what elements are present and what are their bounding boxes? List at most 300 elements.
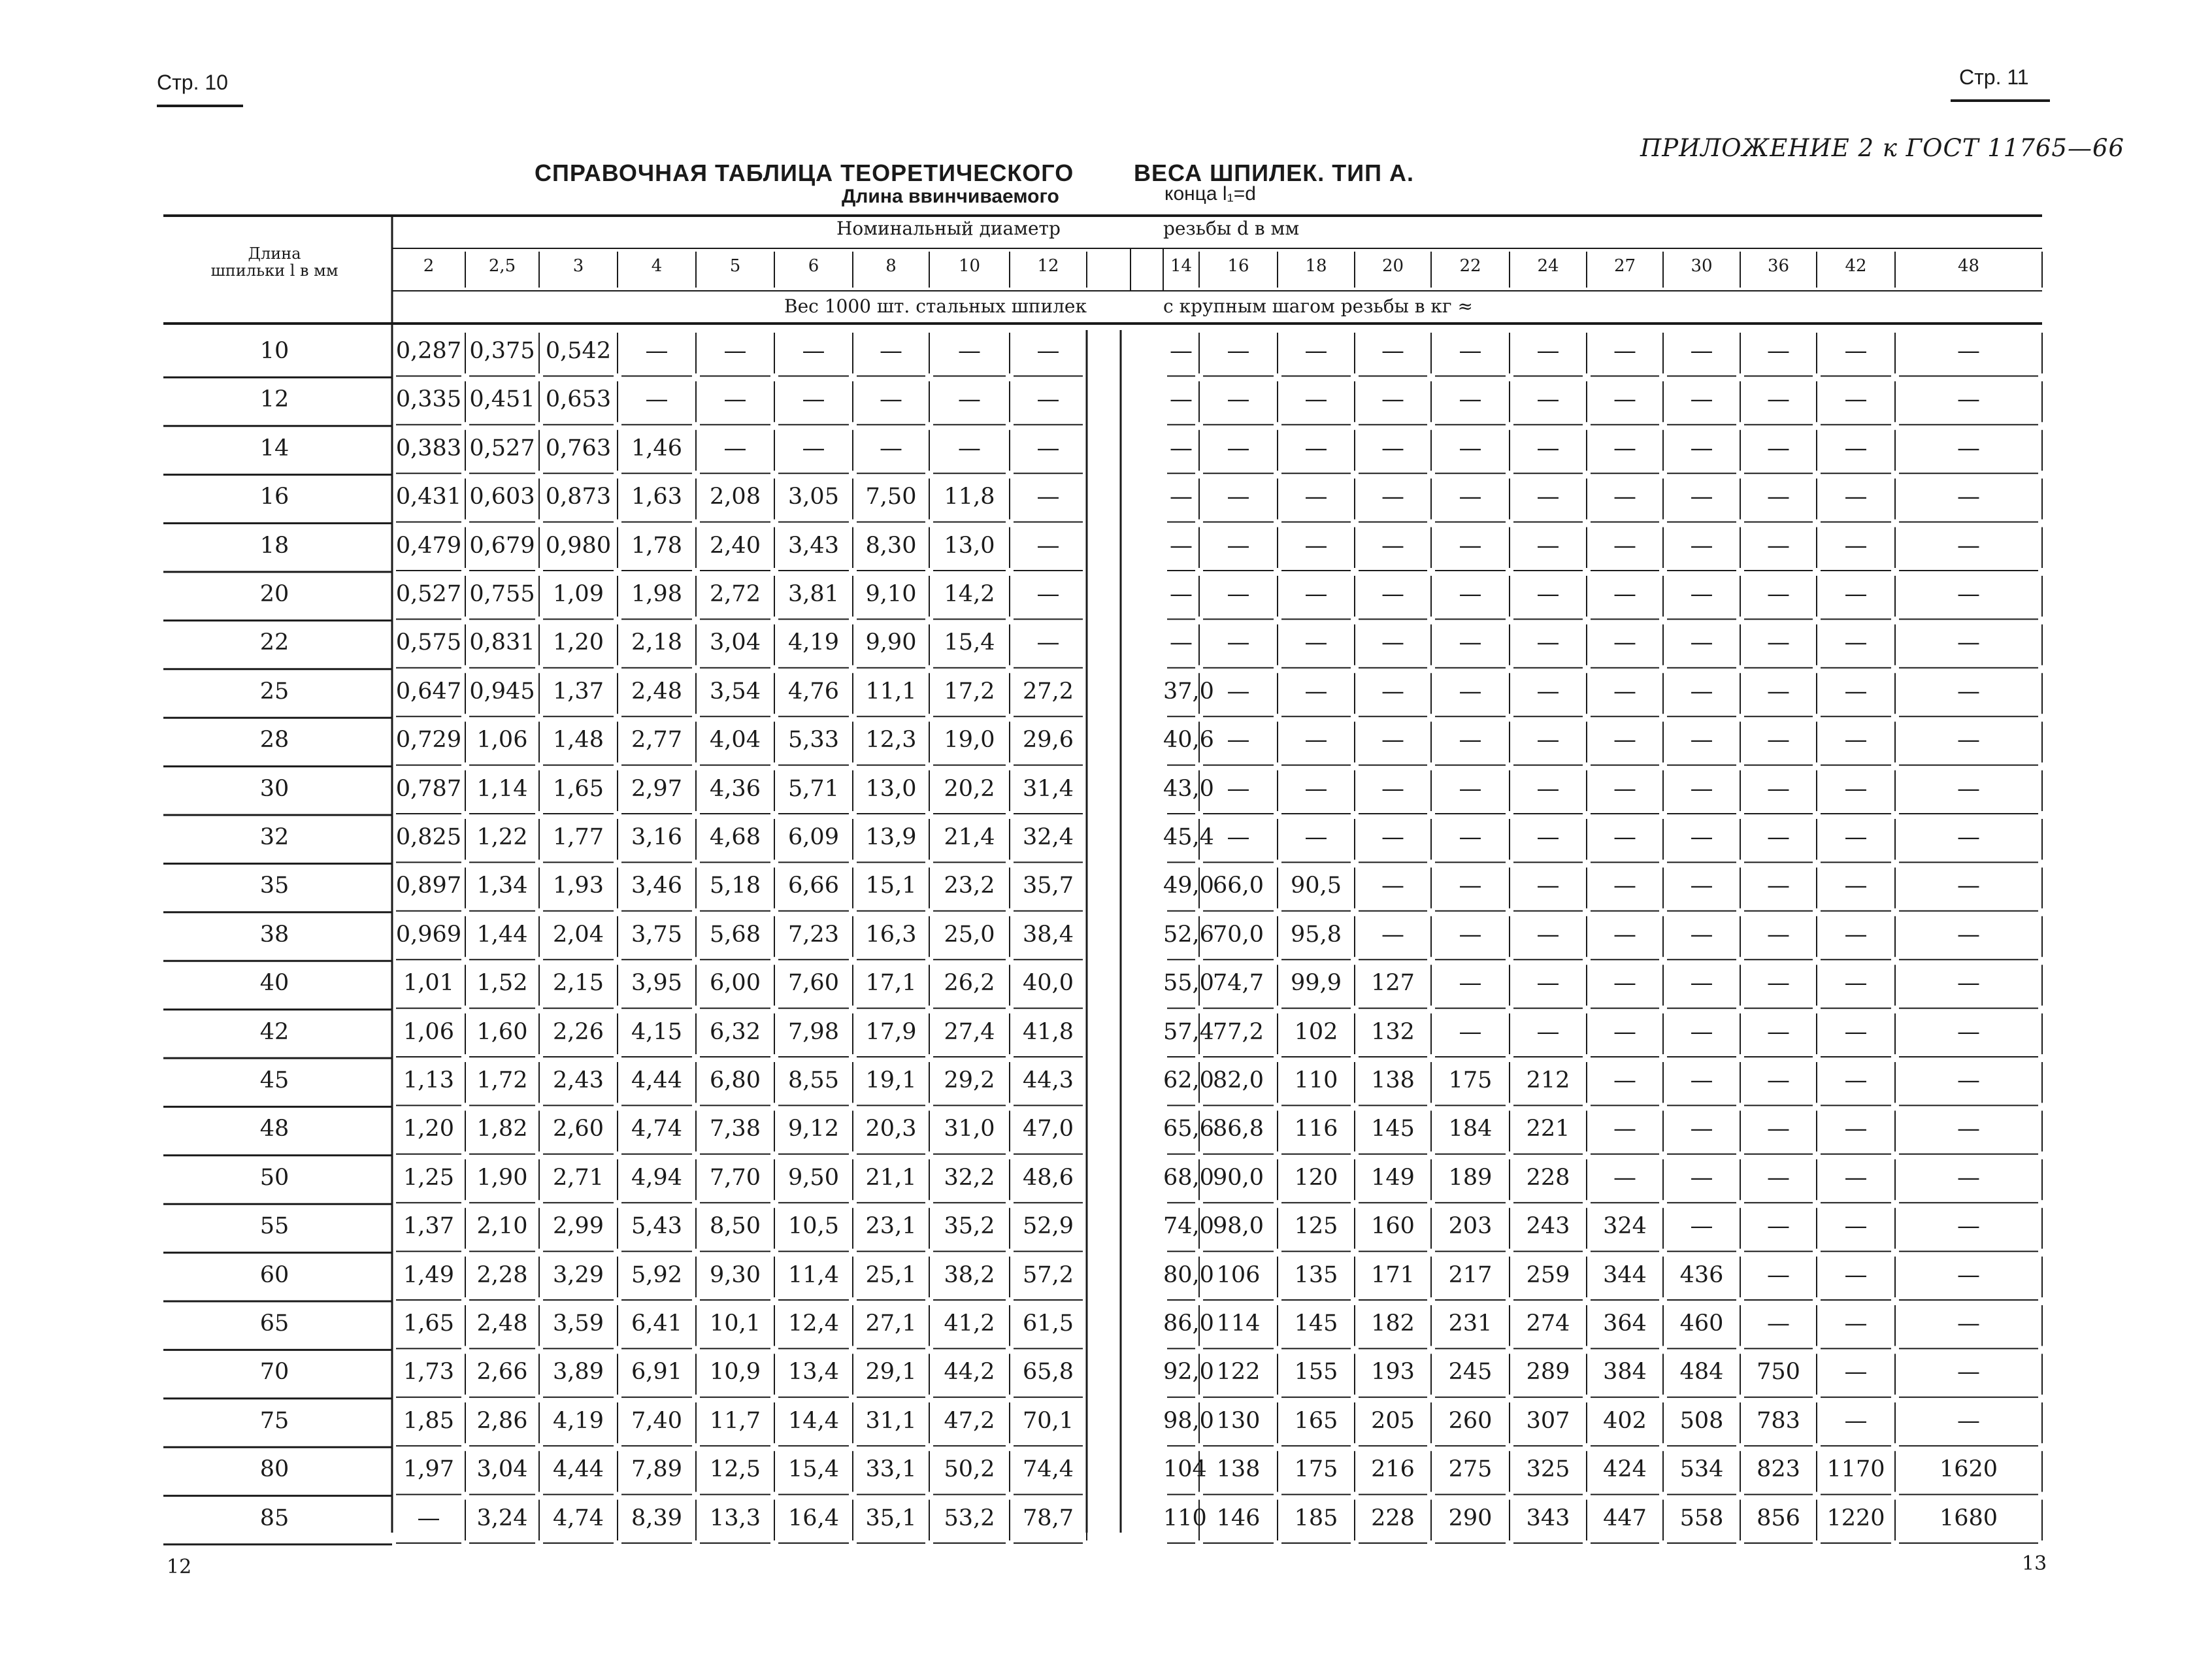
table-cell: 221 [1526,1116,1570,1142]
table-cell: 217 [1448,1261,1493,1288]
table-cell: — [1304,678,1328,705]
table-cell: 0,945 [469,678,535,705]
table-cell: 2,66 [476,1359,528,1386]
table-cell: — [1844,386,1868,413]
table-cell: 95,8 [1291,921,1342,948]
table-cell: — [1690,1116,1713,1142]
row-length: 75 [259,1407,289,1434]
table-cell: 484 [1679,1359,1724,1386]
table-cell: 77,2 [1213,1018,1264,1045]
table-cell: 2,48 [476,1310,528,1337]
table-cell: 138 [1371,1067,1415,1093]
table-cell: — [1613,873,1636,899]
table-cell: 0,831 [469,629,535,656]
table-cell: — [1690,921,1713,948]
table-cell: — [1844,581,1868,607]
column-header-d-15: 27 [1613,256,1636,276]
row-length: 80 [259,1456,289,1483]
table-cell: 20,2 [944,775,995,802]
table-cell: 275 [1448,1456,1493,1483]
table-cell: — [1690,484,1713,510]
table-cell: 4,44 [553,1456,604,1483]
table-cell: — [1844,629,1868,656]
table-cell: — [1957,1164,1980,1191]
table-cell: — [1036,386,1060,413]
table-cell: 98,0 [1213,1213,1264,1240]
table-cell: — [1536,532,1560,559]
table-cell: 2,77 [631,727,682,754]
table-cell: 1,77 [553,824,604,850]
table-cell: — [1767,338,1790,364]
table-cell: 135 [1294,1261,1338,1288]
table-cell: 9,10 [865,581,917,607]
table-cell: — [1957,824,1980,850]
table-cell: 0,969 [395,921,462,948]
column-header-d-14: 24 [1537,256,1559,276]
table-cell: 13,3 [710,1505,761,1531]
table-cell: 364 [1603,1310,1647,1337]
table-cell: — [1613,970,1636,997]
table-cell: — [1536,678,1560,705]
row-length: 16 [259,484,289,510]
table-cell: — [1767,1067,1790,1093]
table-cell: 14,4 [788,1407,839,1434]
table-cell: — [1613,1116,1636,1142]
table-cell: — [1613,1067,1636,1093]
column-header-d-10: 16 [1227,256,1249,276]
table-cell: 0,383 [395,435,462,461]
table-cell: 0,527 [395,581,462,607]
table-cell: — [1381,921,1404,948]
table-cell: 1,60 [476,1018,528,1045]
table-cell: — [1767,1018,1790,1045]
table-cell: 13,9 [865,824,917,850]
table-cell: 1,14 [476,775,528,802]
table-cell: 1,20 [403,1116,454,1142]
table-cell: 32,4 [1023,824,1074,850]
table-cell: — [1536,581,1560,607]
table-cell: 57,4 [1163,1018,1214,1045]
table-cell: 160 [1371,1213,1415,1240]
table-cell: 8,30 [865,532,917,559]
table-cell: 0,451 [469,386,535,413]
table-cell: 3,75 [631,921,682,948]
table-cell: 5,68 [710,921,761,948]
table-cell: 0,653 [545,386,612,413]
table-cell: 2,43 [553,1067,604,1093]
table-cell: — [1459,775,1482,802]
table-cell: 0,335 [395,386,462,413]
right-page-number: 13 [2022,1552,2047,1575]
table-cell: — [1613,435,1636,461]
table-cell: — [1536,386,1560,413]
table-cell: 424 [1603,1456,1647,1483]
table-cell: — [1227,678,1250,705]
table-cell: 26,2 [944,970,995,997]
table-cell: 290 [1448,1505,1493,1531]
table-cell: 66,0 [1213,873,1264,899]
table-cell: — [1613,678,1636,705]
table-cell: 7,23 [788,921,839,948]
table-cell: 82,0 [1213,1067,1264,1093]
table-cell: 70,1 [1023,1407,1074,1434]
row-length: 10 [259,338,289,364]
table-cell: 4,94 [631,1164,682,1191]
table-cell: — [1536,629,1560,656]
table-cell: 50,2 [944,1456,995,1483]
table-cell: 68,0 [1163,1164,1214,1191]
table-cell: 35,2 [944,1213,995,1240]
table-cell: 2,18 [631,629,682,656]
table-cell: 104 [1163,1456,1207,1483]
table-cell: 1,63 [631,484,682,510]
table-cell: — [1036,581,1060,607]
table-cell: 3,81 [788,581,839,607]
table-cell: 4,68 [710,824,761,850]
table-cell: — [1459,629,1482,656]
table-cell: 35,7 [1023,873,1074,899]
table-cell: — [1957,338,1980,364]
table-cell: — [1613,386,1636,413]
table-cell: 1,46 [631,435,682,461]
column-header-d-17: 36 [1767,256,1790,276]
table-cell: 1,49 [403,1261,454,1288]
table-cell: — [1459,678,1482,705]
table-cell: 6,80 [710,1067,761,1093]
column-header-d-11: 18 [1305,256,1327,276]
table-cell: — [1459,338,1482,364]
table-cell: 3,04 [476,1456,528,1483]
table-cell: — [1381,629,1404,656]
table-cell: — [1767,727,1790,754]
table-cell: — [1459,824,1482,850]
table-cell: 125 [1294,1213,1338,1240]
row-length: 14 [259,435,289,461]
table-cell: 1,06 [476,727,528,754]
table-cell: 145 [1371,1116,1415,1142]
table-cell: 0,479 [395,532,462,559]
table-cell: — [1381,484,1404,510]
table-cell: 1,78 [631,532,682,559]
table-cell: 1,98 [631,581,682,607]
table-cell: — [1459,484,1482,510]
table-cell: 2,71 [553,1164,604,1191]
table-cell: — [1227,824,1250,850]
table-cell: 1,25 [403,1164,454,1191]
table-cell: — [880,435,902,461]
table-cell: — [1690,873,1713,899]
table-cell: 182 [1371,1310,1415,1337]
table-cell: 0,542 [545,338,612,364]
table-cell: 80,0 [1163,1261,1214,1288]
table-cell: 1,34 [476,873,528,899]
table-cell: — [1170,581,1193,607]
table-cell: 102 [1294,1018,1338,1045]
table-cell: 212 [1526,1067,1570,1093]
table-cell: 6,32 [710,1018,761,1045]
table-cell: — [1536,970,1560,997]
table-cell: 62,0 [1163,1067,1214,1093]
table-cell: 11,7 [710,1407,761,1434]
table-cell: 175 [1448,1067,1493,1093]
table-cell: 436 [1679,1261,1724,1288]
table-cell: 1,93 [553,873,604,899]
table-cell: 20,3 [865,1116,917,1142]
right-page-label: Стр. 11 [1959,65,2029,89]
table-cell: — [1767,1310,1790,1337]
column-header-d-8: 12 [1037,256,1059,276]
row-length: 70 [259,1359,289,1386]
row-length: 45 [259,1067,289,1093]
table-cell: 35,1 [865,1505,917,1531]
table-cell: 2,48 [631,678,682,705]
table-cell: 31,4 [1023,775,1074,802]
table-cell: — [1767,824,1790,850]
table-cell: — [1304,484,1328,510]
table-cell: — [1036,484,1060,510]
table-cell: — [1381,678,1404,705]
table-cell: 189 [1448,1164,1493,1191]
column-header-d-5: 6 [808,256,819,276]
table-cell: — [1844,678,1868,705]
table-cell: — [1844,532,1868,559]
table-cell: 45,4 [1163,824,1214,850]
table-cell: — [1690,1018,1713,1045]
table-cell: 1,01 [403,970,454,997]
row-length: 18 [259,532,289,559]
table-cell: 61,5 [1023,1310,1074,1337]
table-cell: 307 [1526,1407,1570,1434]
table-cell: — [1957,775,1980,802]
table-cell: 132 [1371,1018,1415,1045]
table-cell: 4,44 [631,1067,682,1093]
table-cell: 243 [1526,1213,1570,1240]
table-cell: — [1227,338,1250,364]
table-cell: 48,6 [1023,1164,1074,1191]
table-cell: 165 [1294,1407,1338,1434]
table-cell: — [1957,1018,1980,1045]
table-cell: — [1381,824,1404,850]
table-cell: — [1957,1261,1980,1288]
table-cell: 7,50 [865,484,917,510]
table-cell: 47,2 [944,1407,995,1434]
row-length: 20 [259,581,289,607]
table-cell: 0,375 [469,338,535,364]
table-cell: — [1170,629,1193,656]
table-cell: — [1459,873,1482,899]
table-cell: 27,2 [1023,678,1074,705]
table-cell: — [1957,435,1980,461]
table-cell: — [1767,484,1790,510]
left-page-label: Стр. 10 [157,71,228,94]
table-cell: 90,5 [1291,873,1342,899]
table-cell: — [1459,1018,1482,1045]
table-cell: 1,97 [403,1456,454,1483]
table-cell: 31,1 [865,1407,917,1434]
table-cell: — [1844,1359,1868,1386]
table-cell: 86,0 [1163,1310,1214,1337]
table-cell: — [1036,435,1060,461]
table-cell: — [1767,581,1790,607]
table-cell: 15,4 [944,629,995,656]
table-cell: 4,74 [553,1505,604,1531]
table-cell: — [1844,1116,1868,1142]
table-cell: 8,39 [631,1505,682,1531]
table-cell: — [1690,581,1713,607]
row-length: 85 [259,1505,289,1531]
table-cell: 402 [1603,1407,1647,1434]
table-cell: 65,8 [1023,1359,1074,1386]
table-cell: — [1304,629,1328,656]
table-cell: 447 [1603,1505,1647,1531]
table-cell: 13,0 [865,775,917,802]
table-cell: — [1613,1164,1636,1191]
table-cell: 4,36 [710,775,761,802]
table-cell: 0,679 [469,532,535,559]
table-cell: 5,33 [788,727,839,754]
table-cell: — [1381,435,1404,461]
table-cell: — [1957,921,1980,948]
table-cell: 0,527 [469,435,535,461]
table-cell: — [880,386,902,413]
table-cell: — [1844,1213,1868,1240]
table-cell: — [1536,873,1560,899]
table-cell: 53,2 [944,1505,995,1531]
table-cell: 138 [1216,1456,1261,1483]
table-cell: 17,2 [944,678,995,705]
table-cell: 44,3 [1023,1067,1074,1093]
row-length: 30 [259,775,289,802]
table-cell: — [1957,873,1980,899]
table-cell: — [1690,435,1713,461]
table-cell: 1220 [1826,1505,1885,1531]
table-cell: 122 [1216,1359,1261,1386]
table-cell: 0,897 [395,873,462,899]
table-cell: 558 [1679,1505,1724,1531]
table-cell: — [1459,532,1482,559]
left-page-number: 12 [167,1556,192,1578]
table-cell: — [723,338,747,364]
table-cell: 65,6 [1163,1116,1214,1142]
column-header-d-13: 22 [1459,256,1481,276]
table-cell: — [1227,435,1250,461]
table-cell: — [958,338,981,364]
table-cell: 74,0 [1163,1213,1214,1240]
table-cell: 2,97 [631,775,682,802]
table-cell: 534 [1679,1456,1724,1483]
table-cell: 1,82 [476,1116,528,1142]
table-cell: — [1957,727,1980,754]
table-cell: — [1767,532,1790,559]
table-cell: 1,06 [403,1018,454,1045]
column-header-d-1: 2,5 [488,256,516,276]
table-cell: — [880,338,902,364]
table-cell: 2,04 [553,921,604,948]
table-cell: 9,50 [788,1164,839,1191]
table-cell: — [1304,386,1328,413]
table-cell: — [645,338,669,364]
row-length: 55 [259,1213,289,1240]
table-cell: 19,0 [944,727,995,754]
table-cell: 3,05 [788,484,839,510]
table-cell: — [1690,678,1713,705]
table-cell: 1,85 [403,1407,454,1434]
table-cell: 0,431 [395,484,462,510]
table-cell: — [1767,1116,1790,1142]
row-length: 28 [259,727,289,754]
table-cell: 16,3 [865,921,917,948]
table-cell: — [1170,338,1193,364]
table-cell: 10,1 [710,1310,761,1337]
table-cell: 0,287 [395,338,462,364]
table-title-left: СПРАВОЧНАЯ ТАБЛИЦА ТЕОРЕТИЧЕСКОГО [535,159,1074,186]
table-cell: — [1957,484,1980,510]
table-cell: 47,0 [1023,1116,1074,1142]
table-cell: — [1613,1018,1636,1045]
table-cell: — [1304,581,1328,607]
table-cell: — [1844,1164,1868,1191]
table-cell: 0,755 [469,581,535,607]
table-cell: — [1613,727,1636,754]
table-cell: 216 [1371,1456,1415,1483]
table-cell: — [1613,824,1636,850]
table-cell: 7,40 [631,1407,682,1434]
table-cell: 231 [1448,1310,1493,1337]
table-cell: 3,95 [631,970,682,997]
table-cell: 344 [1603,1261,1647,1288]
table-cell: 10,5 [788,1213,839,1240]
table-cell: — [1459,435,1482,461]
table-cell: 460 [1679,1310,1724,1337]
table-cell: 7,60 [788,970,839,997]
table-cell: 856 [1757,1505,1800,1531]
table-cell: 508 [1679,1407,1724,1434]
table-cell: 2,26 [553,1018,604,1045]
table-cell: 74,4 [1023,1456,1074,1483]
table-cell: 57,2 [1023,1261,1074,1288]
table-cell: — [1227,775,1250,802]
table-cell: 274 [1526,1310,1570,1337]
table-cell: — [802,338,825,364]
table-cell: — [1957,1116,1980,1142]
table-cell: — [1844,775,1868,802]
table-cell: — [1957,1407,1980,1434]
table-cell: 5,92 [631,1261,682,1288]
diameter-header-left: Номинальный диаметр [836,218,1061,239]
table-cell: — [1844,873,1868,899]
column-header-d-12: 20 [1381,256,1404,276]
table-cell: — [1536,921,1560,948]
table-cell: 106 [1216,1261,1261,1288]
table-cell: — [1036,338,1060,364]
table-cell: — [1844,338,1868,364]
table-cell: 25,1 [865,1261,917,1288]
table-cell: — [958,386,981,413]
table-cell: — [1844,727,1868,754]
table-cell: 98,0 [1163,1407,1214,1434]
table-cell: 0,873 [545,484,612,510]
table-cell: 27,4 [944,1018,995,1045]
row-length: 12 [259,386,289,413]
table-cell: — [1767,970,1790,997]
table-cell: 0,603 [469,484,535,510]
column-header-d-4: 5 [729,256,741,276]
table-cell: 11,8 [944,484,995,510]
table-cell: — [1957,678,1980,705]
table-cell: — [1304,435,1328,461]
table-cell: 6,09 [788,824,839,850]
table-cell: 110 [1294,1067,1338,1093]
